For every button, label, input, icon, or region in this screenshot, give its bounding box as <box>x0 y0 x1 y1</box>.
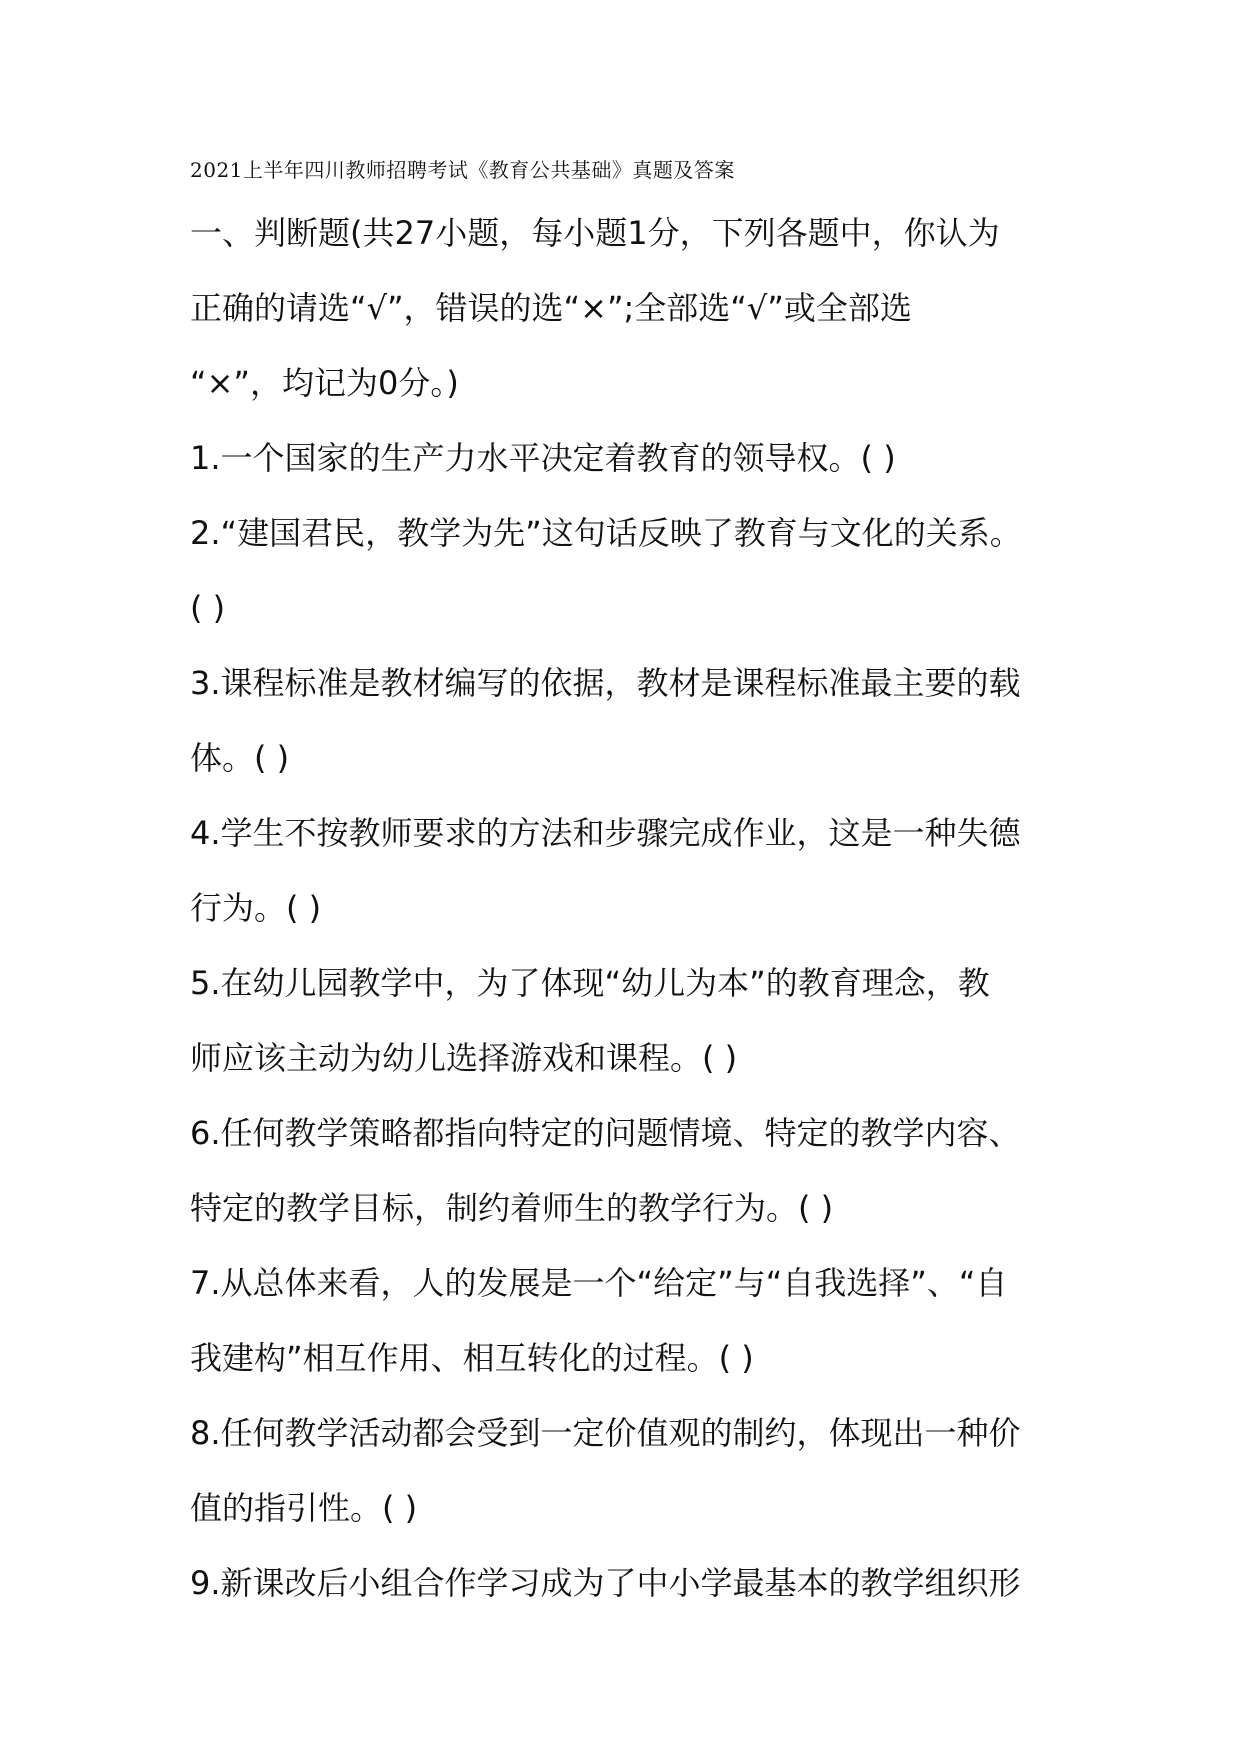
question-line: ( ) <box>190 589 226 627</box>
section-heading-line: 一、判断题(共27小题，每小题1分，下列各题中，你认为 <box>190 214 1000 252</box>
question-line: 7.从总体来看，人的发展是一个“给定”与“自我选择”、“自 <box>190 1264 1008 1302</box>
question-line: 师应该主动为幼儿选择游戏和课程。( ) <box>190 1039 738 1077</box>
question-line: 3.课程标准是教材编写的依据，教材是课程标准最主要的载 <box>190 664 1021 702</box>
question-line: 体。( ) <box>190 739 290 777</box>
section-heading-line: “×”，均记为0分。) <box>190 364 459 402</box>
question-line: 5.在幼儿园教学中，为了体现“幼儿为本”的教育理念，教 <box>190 964 990 1002</box>
question-line: 特定的教学目标，制约着师生的教学行为。( ) <box>190 1189 834 1227</box>
question-line: 4.学生不按教师要求的方法和步骤完成作业，这是一种失德 <box>190 814 1021 852</box>
question-line: 行为。( ) <box>190 889 322 927</box>
question-line: 6.任何教学策略都指向特定的问题情境、特定的教学内容、 <box>190 1114 1021 1152</box>
question-line: 1.一个国家的生产力水平决定着教育的领导权。( ) <box>190 439 896 477</box>
question-line: 8.任何教学活动都会受到一定价值观的制约，体现出一种价 <box>190 1414 1021 1452</box>
question-line: 2.“建国君民，教学为先”这句话反映了教育与文化的关系。 <box>190 514 1022 552</box>
section-heading-line: 正确的请选“√”，错误的选“×”;全部选“√”或全部选 <box>190 289 912 327</box>
question-line: 9.新课改后小组合作学习成为了中小学最基本的教学组织形 <box>190 1564 1021 1602</box>
document-page <box>190 150 1070 1621</box>
question-line: 我建构”相互作用、相互转化的过程。( ) <box>190 1339 754 1377</box>
question-body <box>190 196 1070 1621</box>
question-line: 值的指引性。( ) <box>190 1489 418 1527</box>
document-title: 2021上半年四川教师招聘考试《教育公共基础》真题及答案 <box>190 158 735 182</box>
